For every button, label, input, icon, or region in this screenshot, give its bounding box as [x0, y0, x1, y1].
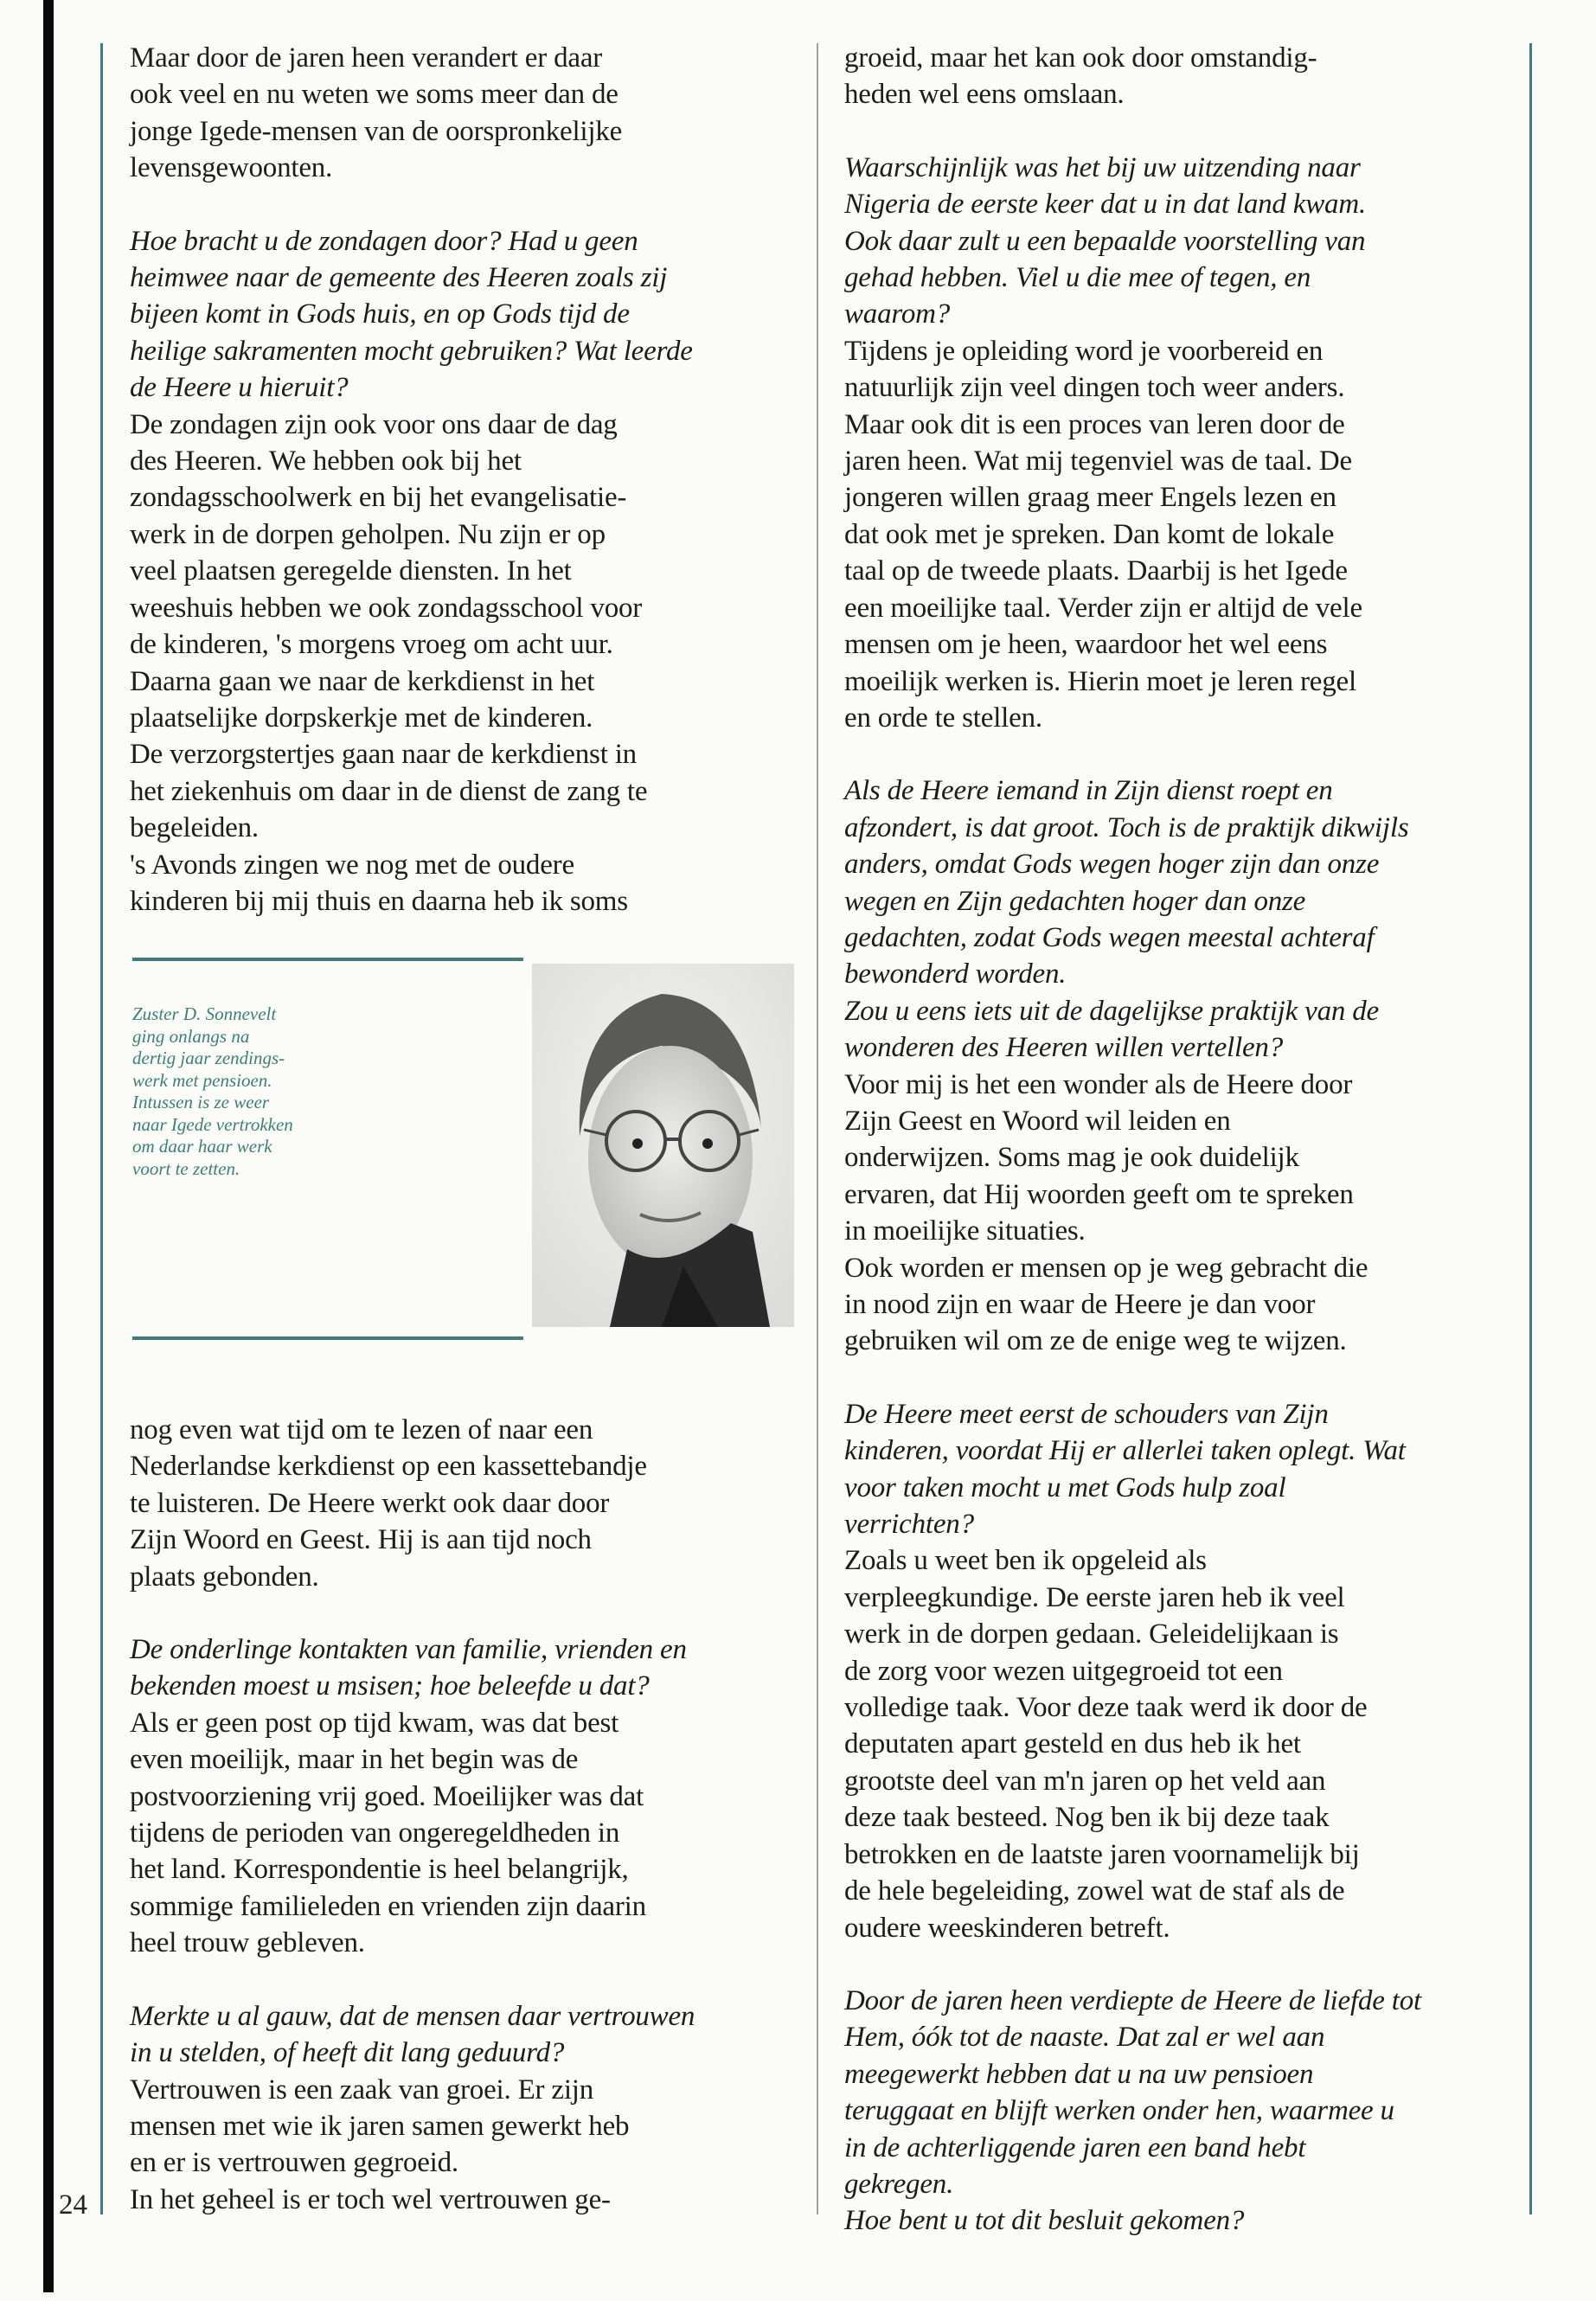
caption-line: Zuster D. Sonnevelt: [132, 1003, 277, 1024]
interview-answer-line: grootste deel van m'n jaren op het veld aan: [844, 1765, 1326, 1797]
interview-answer-line: In het geheel is er toch wel vertrouwen ge-: [130, 2183, 611, 2215]
interview-answer-line: Maar door de jaren heen verandert er daar: [130, 42, 603, 74]
interview-answer-line: Nederlandse kerkdienst op een kassettebandje: [130, 1451, 647, 1483]
interview-answer-line: natuurlijk zijn veel dingen toch weer anders.: [844, 372, 1345, 404]
paragraph-gap: [844, 1360, 1528, 1396]
interview-question-line: teruggaat en blijft werken onder hen, waarmee u: [844, 2095, 1394, 2127]
interview-answer-line: mensen met wie ik jaren samen gewerkt heb: [130, 2110, 630, 2142]
interview-question-line: Ook daar zult u een bepaalde voorstelling van: [844, 225, 1366, 257]
caption-line: voort te zetten.: [132, 1157, 240, 1179]
interview-answer-line: deputaten apart gesteld en dus heb ik het: [844, 1728, 1301, 1760]
interview-answer-line: volledige taak. Voor deze taak werd ik door de: [844, 1692, 1368, 1724]
interview-answer-line: onderwijzen. Soms mag je ook duidelijk: [844, 1142, 1299, 1174]
interview-answer-line: ervaren, dat Hij woorden geeft om te spreken: [844, 1178, 1354, 1210]
caption-line: werk met pensioen.: [132, 1069, 272, 1091]
interview-answer-line: het land. Korrespondentie is heel belangrijk,: [130, 1854, 629, 1886]
interview-question-line: anders, omdat Gods wegen hoger zijn dan onze: [844, 849, 1380, 881]
caption-line: dertig jaar zendings-: [132, 1048, 285, 1068]
interview-answer-line: veel plaatsen geregelde diensten. In het: [130, 555, 572, 587]
caption-rule-top: [132, 958, 523, 961]
interview-answer-line: weeshuis hebben we ook zondagsschool voor: [130, 592, 643, 624]
interview-answer-line: Daarna gaan we naar de kerkdienst in het: [130, 665, 595, 697]
interview-answer-line: jongeren willen graag meer Engels lezen en: [844, 482, 1336, 514]
paragraph-gap: [130, 1962, 796, 1998]
interview-answer-line: begeleiden.: [130, 812, 259, 844]
interview-answer-line: heel trouw gebleven.: [130, 1927, 365, 1959]
caption-line: naar Igede vertrokken: [132, 1113, 293, 1135]
caption-line: ging onlangs na: [132, 1025, 250, 1047]
interview-answer-line: nog even wat tijd om te lezen of naar een: [130, 1414, 593, 1445]
interview-question-line: bijeen komt in Gods huis, en op Gods tijd de: [130, 298, 630, 330]
interview-question-line: gedachten, zodat Gods wegen meestal achteraf: [844, 921, 1375, 953]
interview-answer-line: en er is vertrouwen gegroeid.: [130, 2147, 458, 2179]
interview-question-line: Als de Heere iemand in Zijn dienst roept en: [844, 775, 1333, 807]
interview-answer-line: werk in de dorpen gedaan. Geleidelijkaan is: [844, 1618, 1339, 1650]
interview-answer-line: des Heeren. We hebben ook bij het: [130, 445, 522, 478]
interview-question-line: meegewerkt hebben dat u na uw pensioen: [844, 2058, 1314, 2090]
interview-question-line: gehad hebben. Viel u die mee of tegen, en: [844, 262, 1311, 294]
interview-answer-line: werk in de dorpen geholpen. Nu zijn er op: [130, 518, 606, 550]
interview-answer-line: groeid, maar het kan ook door omstandig-: [844, 42, 1317, 74]
interview-answer-line: De verzorgstertjes gaan naar de kerkdienst in: [130, 739, 637, 771]
paragraph-gap: [130, 1595, 796, 1631]
interview-answer-line: Zijn Geest en Woord wil leiden en: [844, 1105, 1231, 1137]
interview-question-line: De Heere meet eerst de schouders van Zijn: [844, 1398, 1329, 1430]
interview-question-line: Hoe bracht u de zondagen door? Had u geen: [130, 225, 638, 257]
interview-question-line: verrichten?: [844, 1509, 974, 1541]
interview-question-line: de Heere u hieruit?: [130, 372, 349, 404]
interview-question-line: Waarschijnlijk was het bij uw uitzending naar: [844, 151, 1361, 183]
interview-question-line: bekenden moest u msisen; hoe beleefde u dat?: [130, 1670, 650, 1702]
page-edge-bar: [43, 0, 54, 2292]
interview-answer-line: Voor mij is het een wonder als de Heere door: [844, 1068, 1353, 1100]
interview-answer-line: levensgewoonten.: [130, 152, 333, 184]
interview-question-line: heimwee naar de gemeente des Heeren zoals zij: [130, 262, 668, 294]
interview-answer-line: de zorg voor wezen uitgegroeid tot een: [844, 1655, 1283, 1687]
interview-question-line: Door de jaren heen verdiepte de Heere de liefde tot: [844, 1984, 1421, 2016]
interview-answer-line: in moeilijke situaties.: [844, 1215, 1086, 1247]
interview-answer-line: jonge Igede-mensen van de oorspronkelijke: [130, 115, 623, 147]
left-column-top: [130, 40, 796, 920]
interview-question-line: gekregen.: [844, 2168, 954, 2200]
paragraph-gap: [130, 187, 796, 223]
interview-answer-line: Vertrouwen is een zaak van groei. Er zijn: [130, 2073, 594, 2106]
interview-answer-line: het ziekenhuis om daar in de dienst de zang te: [130, 775, 648, 807]
right-column-rule: [1529, 43, 1532, 2214]
interview-question-line: wonderen des Heeren willen vertellen?: [844, 1032, 1284, 1064]
interview-answer-line: verpleegkundige. De eerste jaren heb ik veel: [844, 1581, 1345, 1613]
left-column-rule: [100, 43, 103, 2214]
interview-question-line: afzondert, is dat groot. Toch is de praktijk dikwijls: [844, 811, 1409, 843]
interview-question-line: Merkte u al gauw, dat de mensen daar vertrouwen: [130, 2000, 695, 2032]
column-divider: [817, 43, 818, 2214]
interview-answer-line: dat ook met je spreken. Dan komt de lokale: [844, 518, 1335, 550]
interview-question-line: Hem, óók tot de naaste. Dat zal er wel aan: [844, 2022, 1325, 2054]
paragraph-gap: [844, 1946, 1528, 1983]
interview-question-line: Nigeria de eerste keer dat u in dat land kwam.: [844, 189, 1367, 221]
interview-answer-line: Als er geen post op tijd kwam, was dat best: [130, 1707, 619, 1739]
portrait-image-icon: [532, 964, 794, 1327]
caption-line: om daar haar werk: [132, 1136, 272, 1157]
interview-question-line: Hoe bent u tot dit besluit gekomen?: [844, 2205, 1245, 2237]
interview-question-line: waarom?: [844, 298, 951, 330]
left-column-bottom: [130, 1412, 796, 2218]
interview-answer-line: sommige familieleden en vrienden zijn daarin: [130, 1890, 646, 1922]
caption-rule-bottom: [132, 1336, 523, 1340]
interview-answer-line: kinderen bij mij thuis en daarna heb ik soms: [130, 885, 628, 917]
interview-answer-line: De zondagen zijn ook voor ons daar de dag: [130, 408, 618, 440]
interview-answer-line: oudere weeskinderen betreft.: [844, 1912, 1170, 1944]
interview-question-line: in de achterliggende jaren een band hebt: [844, 2131, 1306, 2163]
interview-answer-line: zondagsschoolwerk en bij het evangelisatie-: [130, 482, 627, 514]
interview-question-line: Zou u eens iets uit de dagelijkse praktijk van de: [844, 995, 1379, 1027]
interview-answer-line: taal op de tweede plaats. Daarbij is het Igede: [844, 555, 1348, 587]
interview-answer-line: Ook worden er mensen op je weg gebracht die: [844, 1252, 1368, 1284]
interview-answer-line: betrokken en de laatste jaren voornamelijk bij: [844, 1838, 1360, 1870]
interview-answer-line: Tijdens je opleiding word je voorbereid en: [844, 335, 1324, 367]
interview-answer-line: te luisteren. De Heere werkt ook daar door: [130, 1487, 610, 1519]
interview-answer-line: jaren heen. Wat mij tegenviel was de taal. De: [844, 445, 1352, 478]
interview-answer-line: de hele begeleiding, zowel wat de staf als de: [844, 1875, 1345, 1907]
interview-answer-line: deze taak besteed. Nog ben ik bij deze taak: [844, 1802, 1330, 1834]
interview-answer-line: plaatselijke dorpskerkje met de kinderen.: [130, 702, 593, 734]
right-column: [844, 40, 1528, 2240]
interview-answer-line: even moeilijk, maar in het begin was de: [130, 1744, 579, 1776]
interview-answer-line: 's Avonds zingen we nog met de oudere: [130, 849, 574, 881]
interview-answer-line: plaats gebonden.: [130, 1561, 319, 1593]
page-number: 24: [59, 2189, 87, 2221]
interview-answer-line: heden wel eens omslaan.: [844, 79, 1125, 111]
interview-answer-line: postvoorziening vrij goed. Moeilijker was dat: [130, 1780, 644, 1812]
interview-question-line: heilige sakramenten mocht gebruiken? Wat leerde: [130, 335, 693, 367]
interview-question-line: De onderlinge kontakten van familie, vrienden en: [130, 1634, 687, 1666]
interview-answer-line: mensen om je heen, waardoor het wel eens: [844, 629, 1328, 661]
interview-question-line: in u stelden, of heeft dit lang geduurd?: [130, 2037, 565, 2069]
interview-answer-line: in nood zijn en waar de Heere je dan voor: [844, 1289, 1316, 1320]
interview-question-line: kinderen, voordat Hij er allerlei taken oplegt. Wat: [844, 1435, 1406, 1467]
portrait-photo: [532, 964, 794, 1327]
interview-answer-line: moeilijk werken is. Hierin moet je leren regel: [844, 665, 1356, 697]
paragraph-gap: [844, 736, 1528, 772]
interview-answer-line: Zijn Woord en Geest. Hij is aan tijd noch: [130, 1524, 592, 1556]
interview-answer-line: ook veel en nu weten we soms meer dan de: [130, 79, 619, 111]
interview-question-line: voor taken mocht u met Gods hulp zoal: [844, 1471, 1286, 1503]
interview-answer-line: tijdens de perioden van ongeregeldheden in: [130, 1817, 620, 1849]
interview-answer-line: gebruiken wil om ze de enige weg te wijzen.: [844, 1325, 1347, 1357]
caption-line: Intussen is ze weer: [132, 1092, 270, 1112]
interview-question-line: wegen en Zijn gedachten hoger dan onze: [844, 885, 1306, 917]
interview-answer-line: Maar ook dit is een proces van leren door de: [844, 408, 1345, 440]
photo-caption: [132, 1003, 392, 1180]
paragraph-gap: [844, 113, 1528, 150]
interview-question-line: bewonderd worden.: [844, 958, 1067, 990]
interview-answer-line: Zoals u weet ben ik opgeleid als: [844, 1545, 1207, 1577]
interview-answer-line: een moeilijke taal. Verder zijn er altijd de vele: [844, 592, 1362, 624]
interview-answer-line: en orde te stellen.: [844, 702, 1042, 734]
interview-answer-line: de kinderen, 's morgens vroeg om acht uur.: [130, 629, 613, 661]
